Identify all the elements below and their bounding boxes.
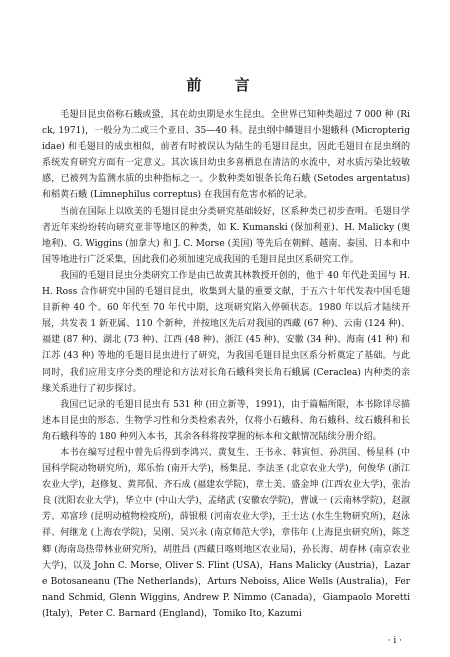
paragraph-2: 当前在国际上以欧美的毛翅目昆虫分类研究基础较好，区系种类已初步查明。毛翅目学者近年来纷纷转向研究亚非等地区的种类，如 K. Kumanski (保加利亚)、H. Malicky (奥地利)、G. Wiggins (加拿大) 和 J. C. Morse (美国) 等先后在朝鲜、越南、泰国、日本和中国等地进行广泛采集，因此我们必须加速完成我国的毛翅目昆虫区系研究工作。 (42, 206, 410, 265)
paragraph-3: 我国的毛翅目昆虫分类研究工作是由已故黄其林教授开创的，他于 40 年代赴美国与 H. H. Ross 合作研究中国的毛翅目昆虫，收集到大量的重要文献，于五六十年代发表中国毛翅目新种 40 个。60 年代至 70 年代中期，这项研究陷入停顿状态。1980 年以后才陆续开展，共发表 1 新亚属、110 个新种，并按地区先后对我国的西藏 (67 种)、云南 (124 种)、福建 (87 种)、湖北 (73 种)、江西 (48 种)、浙江 (45 种)、安徽 (34 种)、海南 (41 种) 和江苏 (43 种) 等地的毛翅目昆虫进行了研究，为我国毛翅目昆虫区系分析奠定了基础。与此同时，我们应用支序分类的理论和方法对长角石蛾科突长角石蛾属 (Ceraclea) 内种类的亲缘关系进行了初步探讨。 (42, 270, 410, 394)
paragraph-1: 毛翅目昆虫俗称石蛾或蛩，其在幼虫期是水生昆虫。全世界已知种类超过 7 000 种 (Rick, 1971)，一般分为二或三个亚目、35—40 科。昆虫纲中鳞翅目小翅蛾科 (Micropterigidae) 和毛翅目的成虫相似，前者有时被误认为陆生的毛翅目昆虫，因此毛翅目在昆虫纲的系统发育研究方面有一定意义。其次该目幼虫多喜栖息在清洁的水流中，对水质污染比较敏感，已被列为监测水质的虫种指标之一。少数种类如银条长角石蛾 (Setodes argentatus) 和稻黄石蛾 (Limnephilus correptus) 在我国有危害水稻的记录。 (42, 110, 410, 201)
paragraph-5: 本书在编写过程中曾先后得到李鸿兴、黄复生、王书永、韩寅恒、孙洪国、杨星科 (中国科学院动物研究所)，郑乐怡 (南开大学)，杨集昆、李法圣 (北京农业大学)，何俊华 (浙江农业大学)，赵修复、黄邦侃、齐石成 (福建农学院)，章士美、盛金坤 (江西农业大学)，张治良 (沈阳农业大学)，华立中 (中山大学)，孟绪武 (安徽农学院)，曹诚一 (云南林学院)，赵淑芳、邓富珍 (昆明动植物检疫所)，薛银根 (河南农业大学)，王士达 (水生生物研究所)，赵泳祥、何继龙 (上海农学院)，吴刚、吴兴永 (南京师范大学)，章伟年 (上海昆虫研究所)，陈芝卿 (海南岛热带林业研究所)，胡胜昌 (西藏日喀则地区农业局)，孙长海、胡春林 (南京农业大学)，以及 John C. Morse, Oliver S. Flint (USA)，Hans Malicky (Austria)，Lazare Botosaneanu (The Netherlands)，Arturs Neboiss, Alice Wells (Australia)，Fernand Schmid, Glenn Wiggins, Andrew P. Nimmo (Canada)，Giampaolo Moretti (Italy)，Peter C. Barnard (England)，Tomiko Ito, Kazumi (42, 447, 410, 619)
paragraph-4: 我国已记录的毛翅目昆虫有 531 种 (田立新等，1991)，由于篇幅所限，本书除详尽描述本目昆虫的形态、生物学习性和分类检索表外，仅将小石蛾科、角石蛾科、纹石蛾科和长角石蛾科等的 180 种列入本书，其余各科将按掌握的标本和文献情况陆续分册介绍。 (42, 399, 410, 442)
page-number: · i · (387, 636, 402, 646)
preface-title: 前 言 (186, 76, 264, 94)
preface-body (42, 107, 410, 622)
